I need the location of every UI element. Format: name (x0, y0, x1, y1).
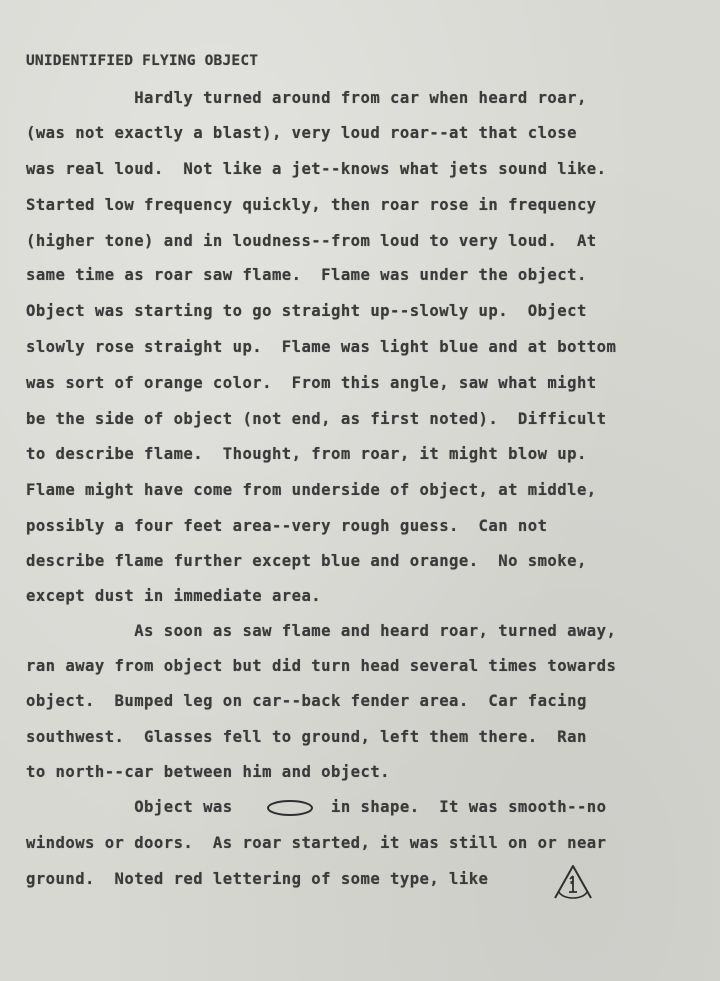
insignia-sketch-icon (549, 862, 597, 902)
text-line: was sort of orange color. From this angle, saw what might (26, 374, 597, 392)
text-line: object. Bumped leg on car--back fender area. Car facing (26, 692, 587, 710)
text-line: to describe flame. Thought, from roar, it might blow up. (26, 445, 587, 463)
text-line: Hardly turned around from car when heard roar, (26, 89, 587, 107)
text-line: Object was in shape. It was smooth--no (26, 798, 607, 816)
text-line: Object was starting to go straight up--slowly up. Object (26, 302, 587, 320)
text-line: windows or doors. As roar started, it was still on or near (26, 834, 607, 852)
text-line: Started low frequency quickly, then roar rose in frequency (26, 196, 597, 214)
text-line: (higher tone) and in loudness--from loud to very loud. At (26, 232, 597, 250)
text-line: describe flame further except blue and orange. No smoke, (26, 552, 587, 570)
text-line: except dust in immediate area. (26, 587, 322, 605)
oval-shape-sketch-icon (265, 798, 315, 818)
text-line: (was not exactly a blast), very loud roar--at that close (26, 124, 577, 142)
document-title: UNIDENTIFIED FLYING OBJECT (26, 53, 259, 69)
text-line: ground. Noted red lettering of some type, like . (26, 870, 577, 888)
text-line: same time as roar saw flame. Flame was under the object. (26, 266, 587, 284)
text-line: As soon as saw flame and heard roar, turned away, (26, 622, 617, 640)
text-line: slowly rose straight up. Flame was light blue and at bottom (26, 338, 617, 356)
text-line: ran away from object but did turn head several times towards (26, 657, 617, 675)
text-line: be the side of object (not end, as first noted). Difficult (26, 410, 607, 428)
text-line: Flame might have come from underside of object, at middle, (26, 481, 597, 499)
text-line: southwest. Glasses fell to ground, left them there. Ran (26, 728, 587, 746)
text-line: was real loud. Not like a jet--knows what jets sound like. (26, 160, 607, 178)
text-line: possibly a four feet area--very rough guess. Can not (26, 517, 548, 535)
text-line: to north--car between him and object. (26, 763, 391, 781)
